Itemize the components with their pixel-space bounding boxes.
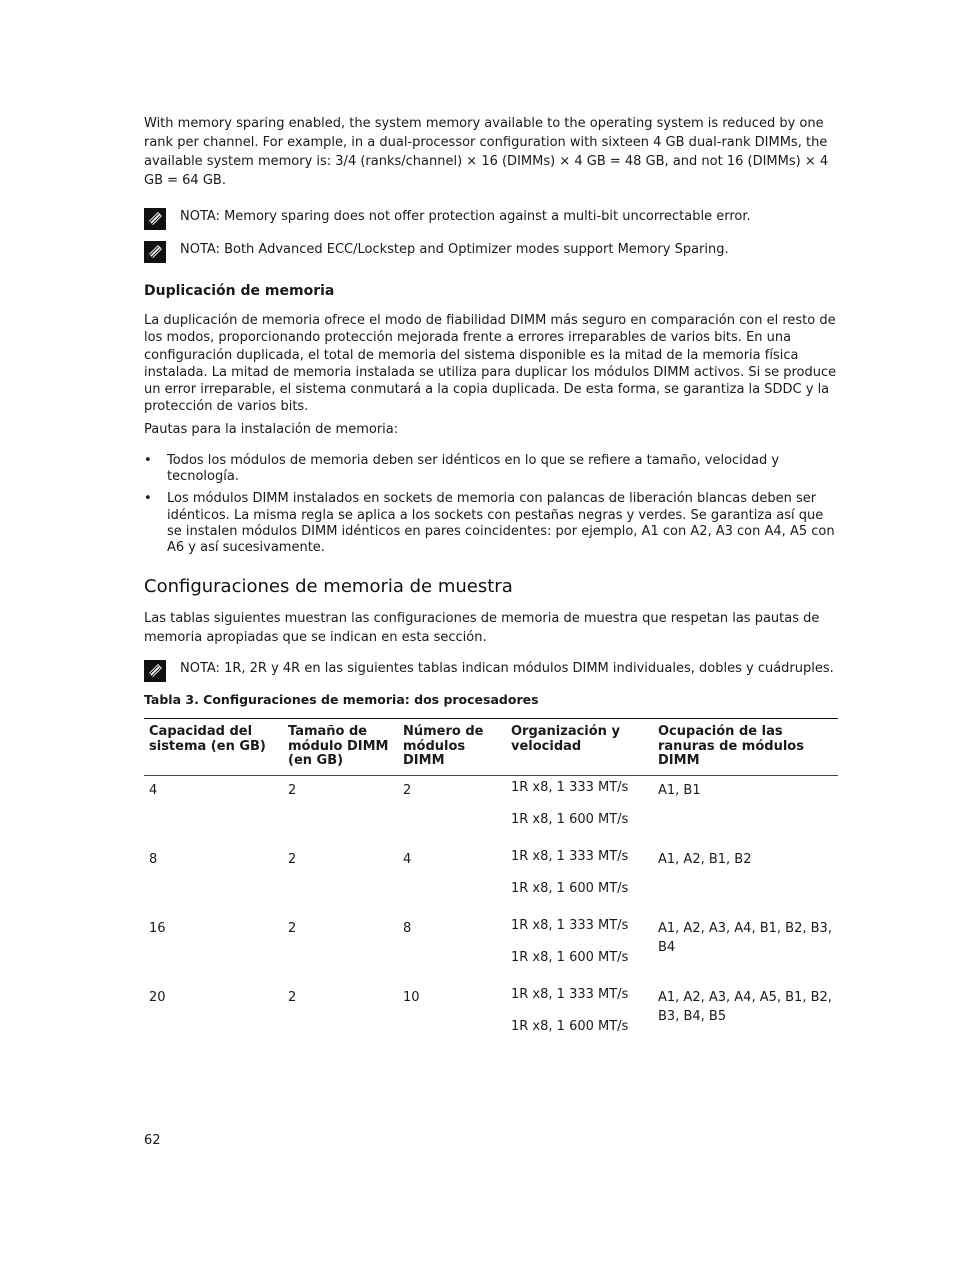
header-organization: Organización y velocidad [511,724,620,754]
table-row [144,914,838,983]
sample-configs-paragraph: Las tablas siguientes muestran las configuraciones de memoria de muestra que respetan las pautas de memoria apropiadas que se indican en esta sección. [144,611,820,645]
note-text: NOTA: Memory sparing does not offer protection against a multi-bit uncorrectable error. [180,209,751,224]
cell-capacity: 20 [149,990,166,1005]
note-pencil-icon [144,241,166,263]
table-row [144,845,838,914]
list-item: • Todos los módulos de memoria deben ser idénticos en lo que se refiere a tamaño, velocidad y tecnología. [144,453,838,485]
intro-paragraph: With memory sparing enabled, the system memory available to the operating system is reduced by one rank per channel. For example, in a dual-processor configuration with sixteen 4 GB dual-rank DIMMs, the available system memory is: 3/4 (ranks/channel) × 16 (DIMMs) × 4 GB = 48 GB, and not 16 (DIMMs) × 4 GB = 64 GB. [144,116,829,188]
guidelines-intro: Pautas para la instalación de memoria: [144,422,399,437]
cell-org-1: 1R x8, 1 333 MT/s [511,987,629,1002]
sample-configs-heading: Configuraciones de memoria de muestra [144,576,513,597]
mirroring-paragraph: La duplicación de memoria ofrece el modo de fiabilidad DIMM más seguro en comparación con el resto de los modos, proporcionando protección mejorada frente a errores irreparables de varios bits. En una configuración duplicada, el total de memoria del sistema disponible es la mitad de la memoria física instalada. La mitad de memoria instalada se utiliza para duplicar los módulos DIMM activos. Si se produce un error irreparable, el sistema conmutará a la copia duplicada. De esta forma, se garantiza la SDDC y la protección de varios bits. [144,313,837,415]
page-number: 62 [144,1133,161,1148]
cell-size: 2 [288,990,297,1005]
note-1 [144,208,838,230]
table-row [144,776,838,845]
list-item: • Los módulos DIMM instalados en sockets de memoria con palancas de liberación blancas deben ser idénticos. La misma regla se aplica a los sockets con pestañas negras y verdes. Se garantiza así que se instalen módulos DIMM idénticos en pares coincidentes: por ejemplo, A1 con A2, A3 con A4, A5 con A6 y así sucesivamente. [144,491,838,556]
table-row [144,983,838,1052]
header-capacity: Capacidad del sistema (en GB) [149,724,266,754]
cell-count: 4 [403,852,412,867]
cell-count: 8 [403,921,412,936]
cell-org-1: 1R x8, 1 333 MT/s [511,918,629,933]
cell-org-2: 1R x8, 1 600 MT/s [511,812,629,827]
cell-capacity: 8 [149,852,158,867]
cell-slots: A1, B1 [658,783,701,798]
table-caption: Tabla 3. Configuraciones de memoria: dos procesadores [144,692,539,707]
note-3 [144,660,838,682]
cell-slots: A1, A2, A3, A4, A5, B1, B2, B3, B4, B5 [658,990,832,1024]
cell-size: 2 [288,783,297,798]
note-pencil-icon [144,660,166,682]
cell-org-2: 1R x8, 1 600 MT/s [511,950,629,965]
cell-count: 10 [403,990,420,1005]
guidelines-list [144,453,838,562]
cell-slots: A1, A2, B1, B2 [658,852,752,867]
memory-config-table [144,718,838,1052]
header-size: Tamaño de módulo DIMM (en GB) [288,724,389,768]
note-2 [144,241,838,263]
note-text: NOTA: Both Advanced ECC/Lockstep and Optimizer modes support Memory Sparing. [180,242,729,257]
note-pencil-icon [144,208,166,230]
cell-capacity: 16 [149,921,166,936]
cell-org-1: 1R x8, 1 333 MT/s [511,780,629,795]
note-text: NOTA: 1R, 2R y 4R en las siguientes tablas indican módulos DIMM individuales, dobles y cuádruples. [180,661,834,676]
cell-org-1: 1R x8, 1 333 MT/s [511,849,629,864]
note-label: NOTA: [180,661,220,676]
cell-org-2: 1R x8, 1 600 MT/s [511,1019,629,1034]
cell-size: 2 [288,921,297,936]
table-header [144,718,838,776]
mirroring-heading: Duplicación de memoria [144,283,335,299]
cell-capacity: 4 [149,783,158,798]
note-label: NOTA: [180,209,220,224]
header-slots: Ocupación de las ranuras de módulos DIMM [658,724,804,768]
note-label: NOTA: [180,242,220,257]
cell-count: 2 [403,783,412,798]
cell-org-2: 1R x8, 1 600 MT/s [511,881,629,896]
header-count: Número de módulos DIMM [403,724,484,768]
cell-size: 2 [288,852,297,867]
cell-slots: A1, A2, A3, A4, B1, B2, B3, B4 [658,921,832,955]
